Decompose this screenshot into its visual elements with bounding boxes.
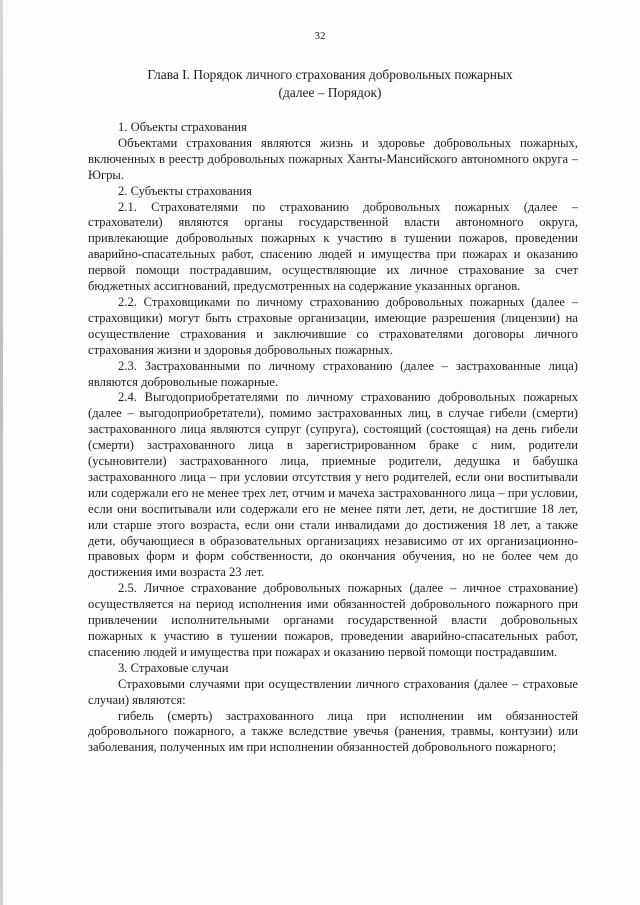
paragraph-2-5: 2.5. Личное страхование добровольных пожарных (далее – личное страхование) осуществляется на период исполнения ими обязанностей добровольного пожарного при привлечении исполнительными органами государственной власти добровольных пожарных к участию в тушении пожаров, проведении аварийно-спасательных работ, спасению людей и имущества при пожарах и оказанию первой помощи пострадавшим. (88, 581, 578, 659)
section-heading-objects: 1. Объекты страхования (118, 120, 247, 134)
chapter-title-line-1: Глава I. Порядок личного страхования добровольных пожарных (147, 67, 513, 82)
document-body (88, 120, 578, 756)
paragraph-insured-events-intro: Страховыми случаями при осуществлении личного страхования (далее – страховые случаи) являются: (88, 676, 578, 707)
chapter-title-line-2: (далее – Порядок) (278, 85, 382, 100)
scan-edge (0, 0, 3, 905)
page-number: 32 (314, 30, 326, 42)
paragraph-objects: Объектами страхования являются жизнь и здоровье добровольных пожарных, включенных в реестр добровольных пожарных Ханты-Мансийского автономного округа – Югры. (88, 135, 578, 182)
section-heading-insured-events: 3. Страховые случаи (118, 660, 229, 675)
section-heading-subjects: 2. Субъекты страхования (118, 183, 252, 198)
chapter-title (120, 66, 540, 102)
paragraph-2-2: 2.2. Страховщиками по личному страхованию добровольных пожарных (далее – страховщики) могут быть страховые организации, имеющие разрешения (лицензии) на осуществление страхования и заключившие со страхователями договоры личного страхования жизни и здоровья добровольных пожарных. (88, 294, 578, 357)
paragraph-insured-event-death: гибель (смерть) застрахованного лица при исполнении им обязанностей добровольного пожарного, а также вследствие увечья (ранения, травмы, контузии) или заболевания, полученных им при исполнении обязанностей добровольного пожарного; (88, 708, 578, 755)
paragraph-2-1: 2.1. Страхователями по страхованию добровольных пожарных (далее – страхователи) являются органы государственной власти автономного округа, привлекающие добровольных пожарных к участию в тушении пожаров, проведении аварийно-спасательных работ, спасению людей и имущества при пожарах и оказанию первой помощи пострадавшим, осуществляющие их личное страхование за счет бюджетных ассигнований, предусмотренных на содержание указанных органов. (88, 199, 578, 294)
paragraph-2-4: 2.4. Выгодоприобретателями по личному страхованию добровольных пожарных (далее – выгодоприобретатели), помимо застрахованных лиц, в случае гибели (смерти) застрахованного лица являются супруг (супруга), состоящий (состоящая) на день гибели (смерти) застрахованного лица в зарегистрированном браке с ним, родители (усыновители) застрахованного лица, приемные родители, дедушка и бабушка застрахованного лица – при условии отсутствия у него родителей, если они воспитывали или содержали его не менее трех лет, отчим и мачеха застрахованного лица – при условии, если они воспитывали или содержали его не менее пяти лет, дети, не достигшие 18 лет, или старше этого возраста, если они стали инвалидами до достижения 18 лет, а также дети, обучающиеся в образовательных организациях независимо от их организационно-правовых форм и форм собственности, до окончания обучения, но не более чем до достижения ими возраста 23 лет. (88, 390, 578, 580)
paragraph-2-3: 2.3. Застрахованными по личному страхованию (далее – застрахованные лица) являются добровольные пожарные. (88, 358, 578, 389)
